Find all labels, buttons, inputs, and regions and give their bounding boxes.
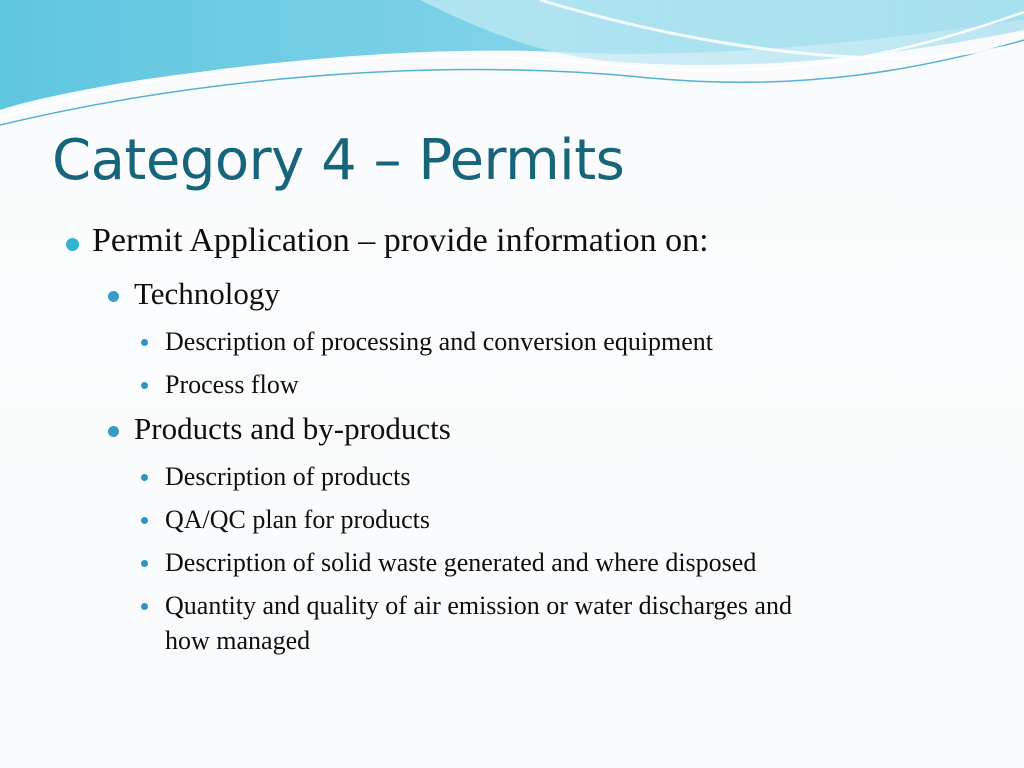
bullet-item-level3 [165, 588, 792, 658]
bullet-item-level2 [134, 411, 451, 447]
bullet-dot-icon [108, 291, 119, 302]
bullet-dot-icon [108, 426, 119, 437]
bullet-dot-icon [66, 238, 79, 251]
bullet-item-level3 [165, 324, 713, 359]
bullet-dot-icon [141, 560, 148, 567]
bullet-item-level3 [165, 459, 411, 494]
decorative-wave-banner [0, 0, 1024, 130]
bullet-dot-icon [141, 339, 148, 346]
bullet-text: Permit Application – provide information on: [92, 222, 709, 259]
bullet-item-level3 [165, 367, 299, 402]
slide-title: Category 4 – Permits [52, 128, 625, 193]
bullet-text: Process flow [165, 370, 299, 399]
bullet-dot-icon [141, 474, 148, 481]
bullet-text: Description of processing and conversion equipment [165, 327, 714, 356]
bullet-text-line: Quantity and quality of air emission or water discharges and [165, 591, 792, 620]
bullet-dot-icon [141, 382, 148, 389]
bullet-dot-icon [141, 603, 148, 610]
bullet-text: Products and by-products [134, 411, 451, 446]
bullet-text: QA/QC plan for products [165, 505, 431, 534]
bullet-text: Description of products [165, 462, 411, 491]
bullet-item-level2 [134, 276, 280, 312]
bullet-text: Description of solid waste generated and where disposed [165, 548, 757, 577]
bullet-item-level1 [92, 222, 709, 260]
bullet-dot-icon [141, 517, 148, 524]
bullet-text-line: how managed [165, 626, 311, 655]
bullet-text: Technology [134, 276, 280, 311]
bullet-item-level3 [165, 545, 756, 580]
bullet-item-level3 [165, 502, 430, 537]
